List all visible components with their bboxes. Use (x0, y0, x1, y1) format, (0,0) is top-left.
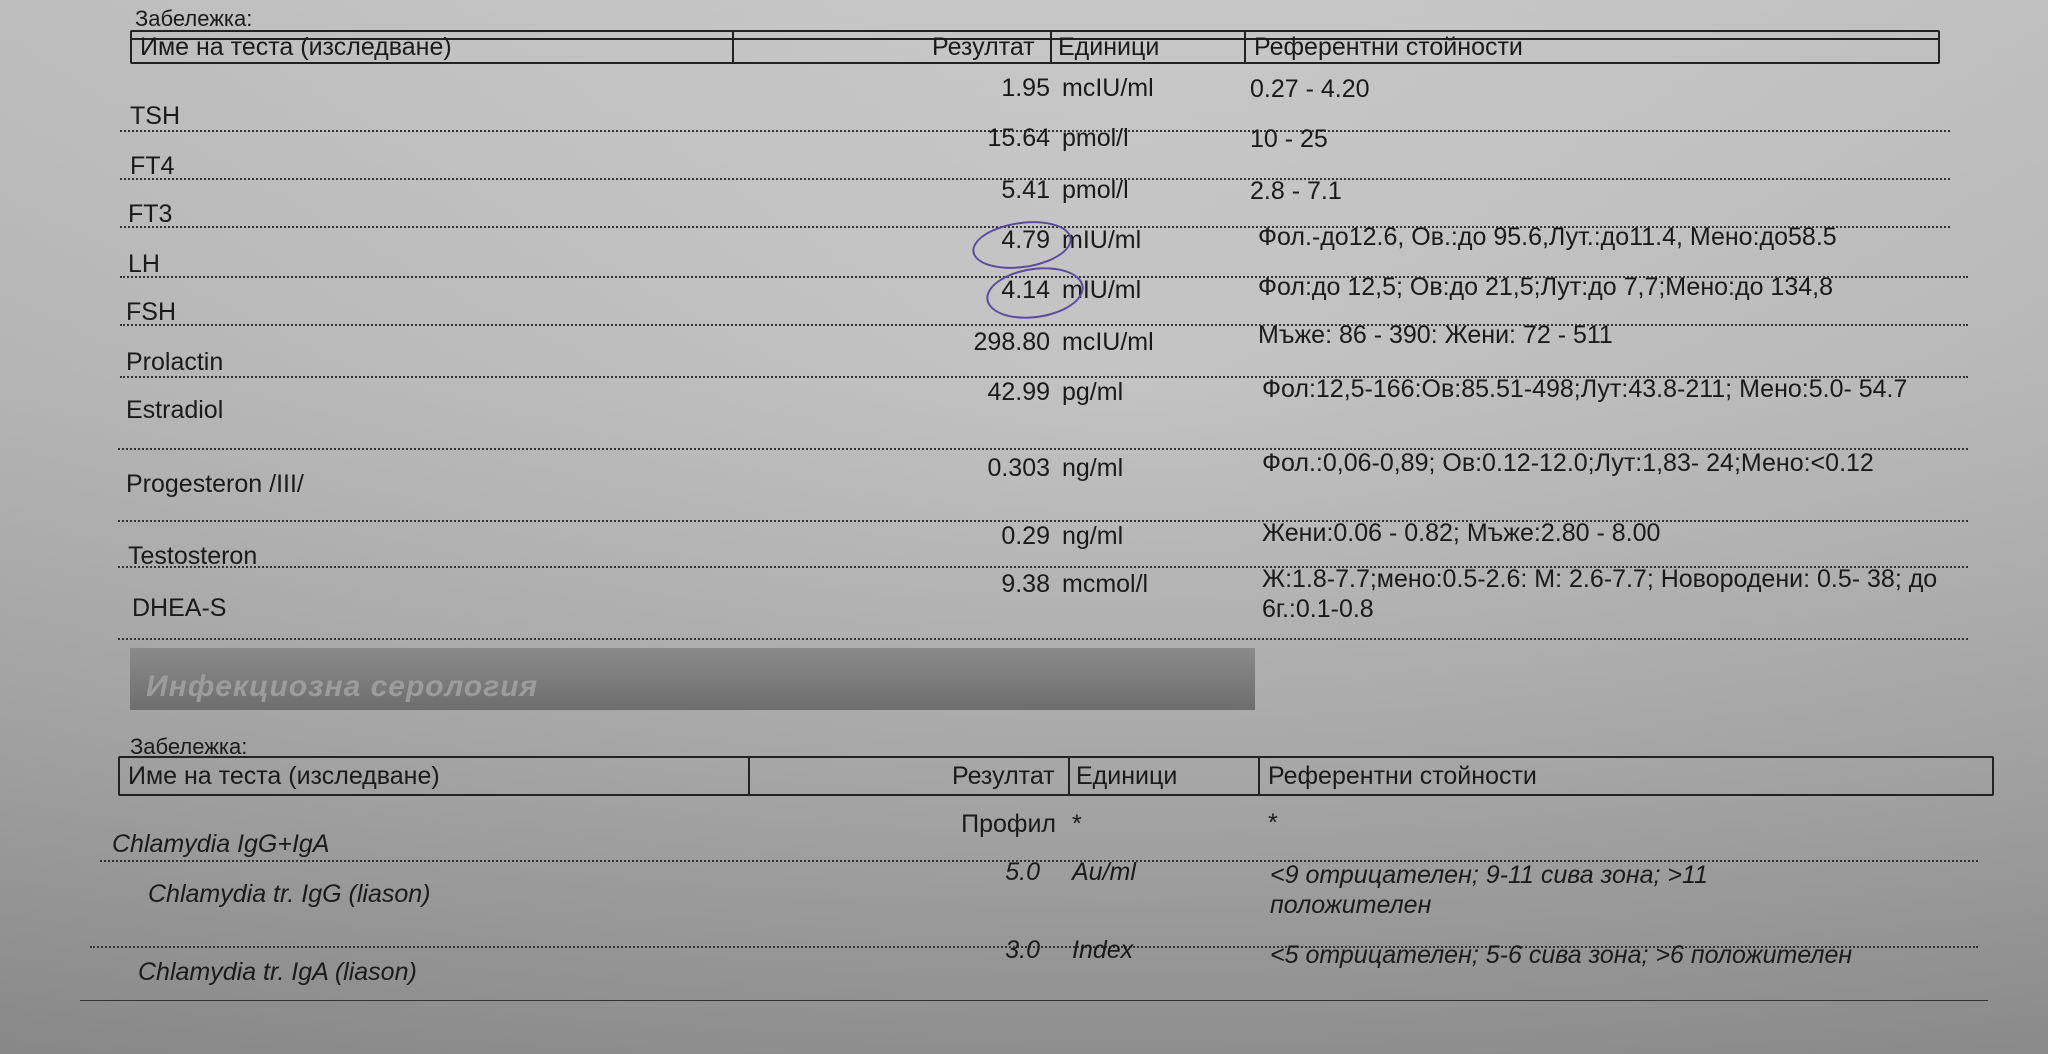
reference-range: 10 - 25 (1250, 125, 1328, 153)
test-name: Chlamydia tr. IgA (liason) (138, 958, 417, 986)
section-title: Инфекциозна серология (146, 670, 539, 703)
note-label: Забележка: (135, 6, 253, 31)
test-name: FT3 (128, 200, 173, 228)
test-name: Estradiol (126, 396, 224, 424)
reference-range: Ж:1.8-7.7;мено:0.5-2.6: М: 2.6-7.7; Новородени: 0.5- 38; до 6г.:0.1-0.8 (1262, 565, 1938, 623)
test-name: FT4 (130, 152, 175, 180)
reference-range: * (1268, 809, 1278, 837)
test-name: Progesteron /III/ (126, 470, 304, 498)
result-value: 9.38 (1001, 570, 1050, 598)
row-divider (118, 638, 1968, 640)
row-divider (80, 1000, 1988, 1001)
reference-range: 0.27 - 4.20 (1250, 75, 1370, 103)
reference-range: Фол.:0,06-0,89; Ов:0.12-12.0;Лут:1,83- 24;Мено:<0.12 (1262, 449, 1874, 477)
pen-circle-mark (969, 215, 1074, 274)
header-units: Единици (1058, 32, 1160, 61)
unit: * (1072, 810, 1082, 838)
header-result: Резултат (932, 32, 1035, 61)
reference-range: <9 отрицателен; 9-11 сива зона; >11 положителен (1270, 861, 1708, 919)
reference-range: Мъже: 86 - 390: Жени: 72 - 511 (1258, 321, 1613, 349)
result-value: 298.80 (973, 328, 1050, 356)
header-result: Резултат (952, 761, 1055, 790)
test-name: Prolactin (126, 348, 224, 376)
unit: Index (1072, 936, 1134, 964)
unit: Au/ml (1072, 858, 1136, 886)
header-name: Име на теста (изследване) (140, 32, 452, 61)
section-banner (130, 648, 1255, 710)
header-divider (1244, 32, 1246, 62)
result-value: 1.95 (1001, 74, 1050, 102)
test-name: FSH (126, 298, 176, 326)
header-divider (732, 32, 734, 62)
result-value: 4.79 (1001, 226, 1050, 254)
header-divider (1050, 32, 1052, 62)
unit: mcIU/ml (1062, 74, 1154, 102)
header-name: Име на теста (изследване) (128, 761, 440, 790)
result-value: 0.29 (1001, 522, 1050, 550)
reference-range: 2.8 - 7.1 (1250, 177, 1342, 205)
unit: pmol/l (1062, 124, 1129, 152)
test-name: Testosteron (128, 542, 258, 570)
reference-range: <5 отрицателен; 5-6 сива зона; >6 положителен (1270, 941, 1853, 969)
result-value: 3.0 (1005, 936, 1040, 964)
header-reference: Референтни стойности (1254, 32, 1523, 61)
result-value: 5.0 (1005, 858, 1040, 886)
result-value: 5.41 (1001, 176, 1050, 204)
test-name: Chlamydia tr. IgG (liason) (148, 880, 431, 908)
result-value: Профил (961, 810, 1056, 838)
result-value: 4.14 (1001, 276, 1050, 304)
unit: mcIU/ml (1062, 328, 1154, 356)
test-name: TSH (130, 102, 180, 130)
unit: mIU/ml (1062, 226, 1142, 254)
reference-range: Жени:0.06 - 0.82; Мъже:2.80 - 8.00 (1262, 519, 1661, 547)
result-value: 0.303 (987, 454, 1050, 482)
test-name: LH (128, 250, 160, 278)
unit: ng/ml (1062, 522, 1124, 550)
reference-range: Фол:12,5-166:Ов:85.51-498;Лут:43.8-211; Мено:5.0- 54.7 (1262, 375, 1908, 403)
result-value: 42.99 (987, 378, 1050, 406)
table-header (118, 756, 1994, 796)
test-name: DHEA-S (132, 594, 227, 622)
header-units: Единици (1076, 761, 1178, 790)
table-header (130, 30, 1940, 64)
header-divider (748, 758, 750, 794)
test-name: Chlamydia IgG+IgA (112, 830, 330, 858)
unit: mcmol/l (1062, 570, 1149, 598)
reference-range: Фол:до 12,5; Ов:до 21,5;Лут:до 7,7;Мено:до 134,8 (1258, 273, 1833, 301)
pen-circle-mark (983, 261, 1087, 324)
header-reference: Референтни стойности (1268, 761, 1537, 790)
unit: mIU/ml (1062, 276, 1142, 304)
header-divider (1258, 758, 1260, 794)
note-label: Забележка: (130, 734, 248, 759)
header-divider (1068, 758, 1070, 794)
reference-range: Фол.-до12.6, Ов.:до 95.6,Лут.:до11.4, Мено:до58.5 (1258, 223, 1837, 251)
result-value: 15.64 (987, 124, 1050, 152)
unit: pmol/l (1062, 176, 1129, 204)
unit: ng/ml (1062, 454, 1124, 482)
unit: pg/ml (1062, 378, 1124, 406)
